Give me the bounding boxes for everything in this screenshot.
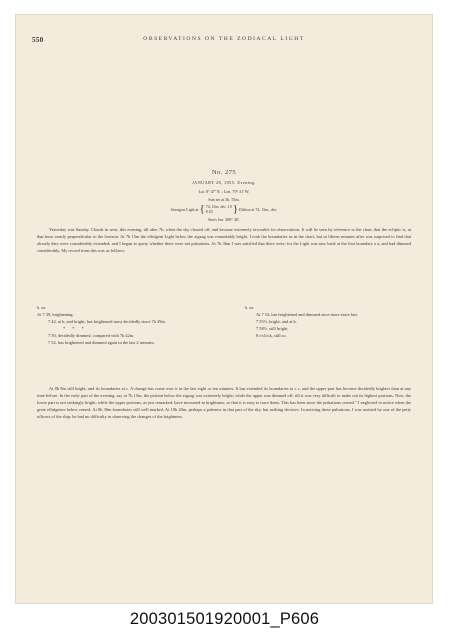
diffuse-label: Diffuse at 74, 15m., dec. [238,207,278,212]
image-identifier: 200301501920001_P606 [129,610,320,628]
observation-sun-set: Sun set at 5h. 55m. [208,197,240,202]
strongest-values [206,205,232,215]
strongest-top: 74, 15m. dec. 10 [205,204,232,209]
record-left-item: At 7 39, brightening. [37,312,74,318]
observation-number: No. 275 [211,169,237,176]
record-left-item: 7 52, has brightened and dimmed again in the last 2 minutes. [48,340,155,346]
record-right-item: At 7 54, has brightened and dimmed once more since last. [256,312,358,318]
record-left-item: 7 42, at b, and bright; has brightened most decidedly since 7h 39m. [48,319,166,325]
strongest-light-row [15,204,433,215]
paragraph-2: At 8h 8m still bright, and its boundaries at c. A change has come over it in the last eight or ten minutes. It has extended its boundaries to c c, and the upper part has become decidedly brighter than at any time before. In the early part of the evening, say at 7h 15m, the portion below the zigzag was extremely bright; while the upper was dimmed off, till it was very difficult to make out its highest portions. Now, the lower part is not strikingly bright; while the upper portions, as just remarked, have increased in brightness, so that it is easy to trace them. This has been since the pulsations ceased." I neglected to notice when the great effulgence below ceased. At 8h 30m boundaries still well marked. At 10h 20m, perhaps a paleness in that part of the sky, but nothing decisive. In noticing these pulsations, I was assisted by one of the petty officers of the ship: he had no difficulty in observing the changes of the brightness. [37,386,411,420]
record-right-column [245,304,415,339]
record-right-item: 7 55½, bright, and at b. [256,319,297,325]
record-right-item: 7 58½, still bright. [256,326,289,332]
record-left-column [37,304,217,347]
record-left-header: h. m. [37,305,46,310]
right-brace: } [232,203,238,215]
record-left-item: 7 50, decidedly dimmed, compared with 7h 42m. [48,333,135,339]
left-brace: { [199,203,205,215]
observation-date: JANUARY 28, 1855: Evening. [192,180,256,185]
observation-lat-lon: Lat. 8° 47' N. ; Lon. 79° 31' W. [198,189,250,194]
document-page [15,14,433,604]
strongest-label: Strongest Light at [170,207,199,212]
record-left-dots: * * * [63,326,87,332]
running-title: OBSERVATIONS ON THE ZODIACAL LIGHT [143,36,305,42]
observation-sun-lon: Sun's lon. 308° 40'. [208,217,240,222]
record-right-header: h. m. [245,305,254,310]
strongest-bottom: 8 20 [205,209,213,214]
page-number: 550 [32,36,44,44]
paragraph-1: Yesterday was Sunday. Clouds in west, this evening, till after 7h, when the sky cleared off, and became extremely favorable for observations. It will be seen by reference to the chart, that the ecliptic is, at that hour, nearly perpendicular to the horizon. At 7h 15m the effulgent Light below the zigzag was remarkably bright. I took the boundaries as in the chart, but in fifteen minutes after was surprised to find that already they were considerably extended; and I began to query whether there were not pulsations. At 7h 36m I was satisfied that there were; for the Light was now back at the first boundary a a, and had dimmed considerably. My record from this was as follows: [37,227,411,254]
record-right-item: 8 o'clock, still so. [256,333,287,339]
